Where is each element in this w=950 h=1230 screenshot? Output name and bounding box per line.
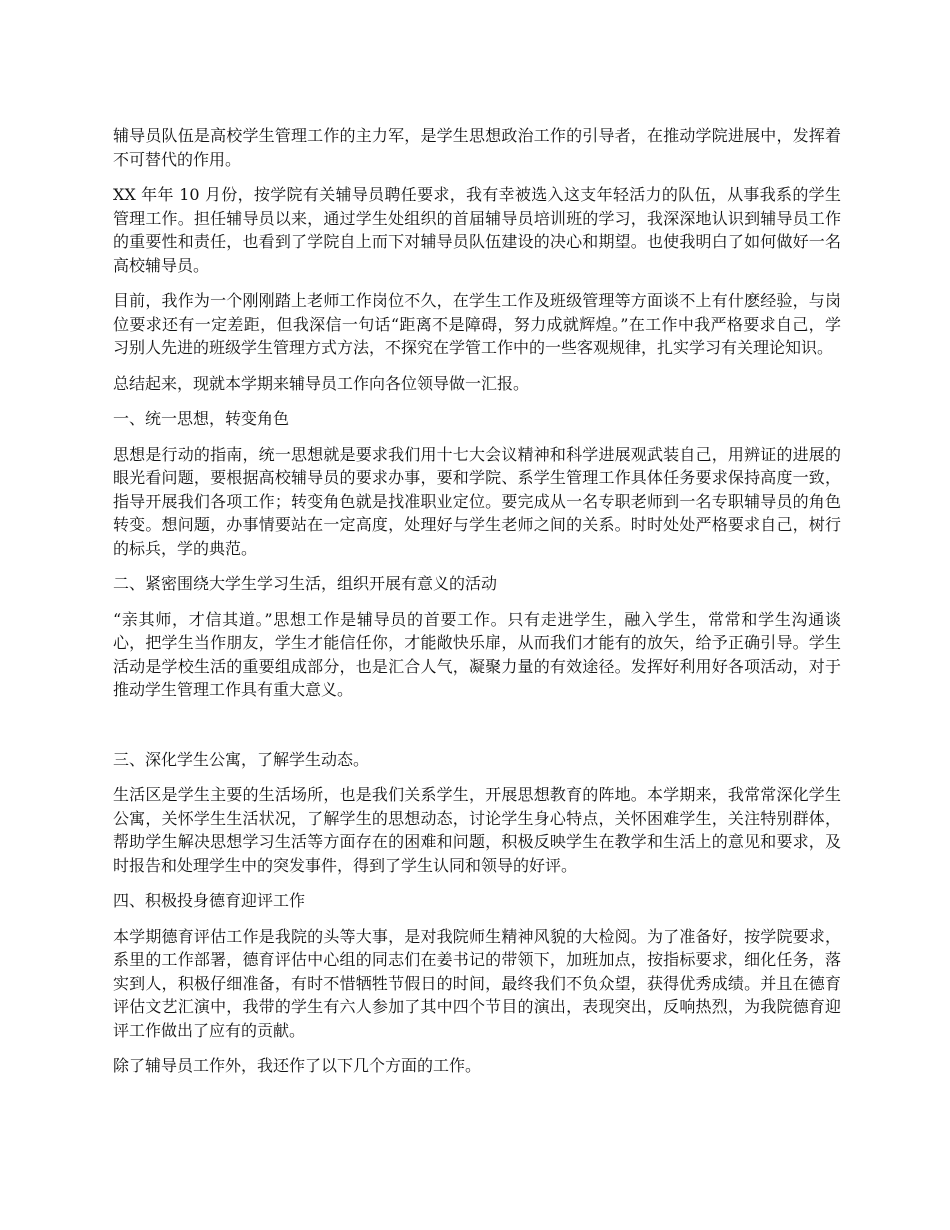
paragraph-closing: 除了辅导员工作外，我还作了以下几个方面的工作。 [113,1056,482,1075]
document-body [113,124,841,1090]
paragraph-current-status: 目前，我作为一个刚刚踏上老师工作岗位不久，在学生工作及班级管理等方面谈不上有什麽经验，与岗位要求还有一定差距，但我深信一句话“距离不是障碍，努力成就辉煌。”在工作中我严格要求自己，学习别人先进的班级学生管理方式方法，不探究在学管工作中的一些客观规律，扎实学习有关理论知识。 [113,291,841,357]
paragraph-section-3: 生活区是学生主要的生活场所，也是我们关系学生，开展思想教育的阵地。本学期来，我常常深化学生公寓，关怀学生生活状况，了解学生的思想动态，讨论学生身心特点，关怀困难学生，关注特别群体，帮助学生解决思想学习生活等方面存在的困难和问题，积极反映学生在教学和生活上的意见和要求，及时报告和处理学生中的突发事件，得到了学生认同和领导的好评。 [113,785,841,875]
paragraph-section-2: “亲其师，才信其道。”思想工作是辅导员的首要工作。只有走进学生，融入学生，常常和学生沟通谈心，把学生当作朋友，学生才能信任你，才能敞快乐扉，从而我们才能有的放矢，给予正确引导。学生活动是学校生活的重要组成部分，也是汇合人气，凝聚力量的有效途径。发挥好利用好各项活动，对于推动学生管理工作具有重大意义。 [113,609,841,699]
section-heading-1: 一、统一思想，转变角色 [113,409,290,428]
section-heading-2: 二、紧密围绕大学生学习生活，组织开展有意义的活动 [113,574,498,593]
paragraph-summary: 总结起来，现就本学期来辅导员工作向各位领导做一汇报。 [113,373,530,393]
paragraph-section-1: 思想是行动的指南，统一思想就是要求我们用十七大会议精神和科学进展观武装自己，用辨证的进展的眼光看问题，要根据高校辅导员的要求办事，要和学院、系学生管理工作具体任务要求保持高度一致，指导开展我们各项工作；转变角色就是找准职业定位。要完成从一名专职老师到一名专职辅导员的角色转变。想问题，办事情要站在一定高度，处理好与学生老师之间的关系。时时处处严格要求自己，树行的标兵，学的典范。 [113,444,841,558]
blank-gap [113,714,841,748]
paragraph-intro: 辅导员队伍是高校学生管理工作的主力军，是学生思想政治工作的引导者，在推动学院进展中，发挥着不可替代的作用。 [113,126,841,169]
section-heading-3: 三、深化学生公寓，了解学生动态。 [113,749,370,769]
paragraph-appointment: XX 年年 10 月份，按学院有关辅导员聘任要求，我有幸被选入这支年轻活力的队伍，从事我系的学生管理工作。担任辅导员以来，通过学生处组织的首届辅导员培训班的学习，我深深地认识到辅导员工作的重要性和责任，也看到了学院自上而下对辅导员队伍建设的决心和期望。也使我明白了如何做好一名高校辅导员。 [113,185,841,275]
paragraph-section-4: 本学期德育评估工作是我院的头等大事，是对我院师生精神风貌的大检阅。为了准备好，按学院要求，系里的工作部署，德育评估中心组的同志们在姜书记的带领下，加班加点，按指标要求，细化任务，落实到人，积极仔细准备，有时不惜牺牲节假日的时间，最终我们不负众望，获得优秀成绩。并且在德育评估文艺汇演中，我带的学生有六人参加了其中四个节目的演出，表现突出，反响热烈，为我院德育迎评工作做出了应有的贡献。 [113,926,841,1040]
section-heading-4: 四、积极投身德育迎评工作 [113,891,306,910]
